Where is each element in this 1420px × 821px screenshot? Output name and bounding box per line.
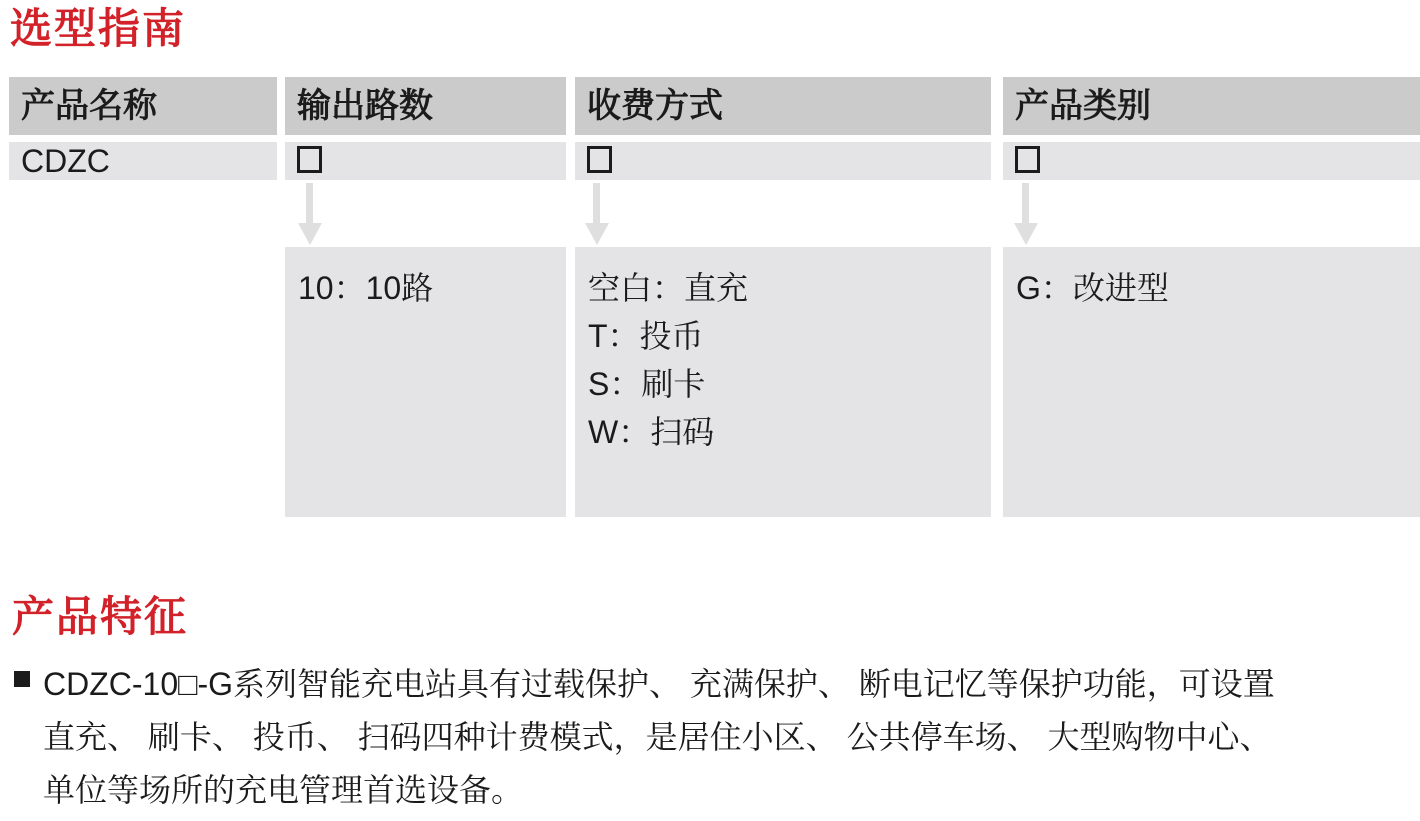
output-channels-code-cell [285, 142, 566, 180]
checkbox-placeholder-icon [1015, 146, 1040, 173]
arrow-head [585, 223, 609, 245]
header-output-channels: 输出路数 [285, 77, 566, 135]
checkbox-placeholder-icon [587, 146, 612, 173]
feature-line: 单位等场所的充电管理首选设备。 [43, 772, 524, 808]
option-line: 10：10路 [298, 270, 434, 306]
header-product-category: 产品类别 [1003, 77, 1420, 135]
payment-method-options-cell [575, 247, 991, 517]
down-arrow-icon [585, 183, 609, 245]
product-category-options-cell [1003, 247, 1420, 517]
option-line: G：改进型 [1016, 270, 1169, 306]
payment-method-code-cell [575, 142, 991, 180]
arrow-stem [593, 183, 600, 223]
feature-item [14, 658, 1414, 817]
option-line: W：扫码 [588, 414, 715, 450]
header-product-name: 产品名称 [9, 77, 277, 135]
option-line: T：投币 [588, 318, 704, 354]
option-line: S：刷卡 [588, 366, 706, 402]
arrow-head [1014, 223, 1038, 245]
product-name-cell: CDZC [9, 142, 277, 180]
arrow-stem [306, 183, 313, 223]
feature-line: CDZC-10□-G系列智能充电站具有过载保护、 充满保护、 断电记忆等保护功能，可设置 [43, 666, 1275, 702]
product-category-code-cell [1003, 142, 1420, 180]
features-title: 产品特征 [12, 593, 189, 640]
bullet-square-icon [14, 671, 30, 687]
feature-line: 直充、 刷卡、 投币、 扫码四种计费模式，是居住小区、 公共停车场、 大型购物中心、 [43, 719, 1272, 755]
feature-text [43, 658, 1414, 817]
option-line: 空白：直充 [588, 270, 749, 306]
down-arrow-icon [298, 183, 322, 245]
checkbox-placeholder-icon [297, 146, 322, 173]
arrow-stem [1022, 183, 1029, 223]
selection-guide-title: 选型指南 [10, 5, 187, 52]
down-arrow-icon [1014, 183, 1038, 245]
header-payment-method: 收费方式 [575, 77, 991, 135]
output-channels-options-cell [285, 247, 566, 517]
arrow-head [298, 223, 322, 245]
